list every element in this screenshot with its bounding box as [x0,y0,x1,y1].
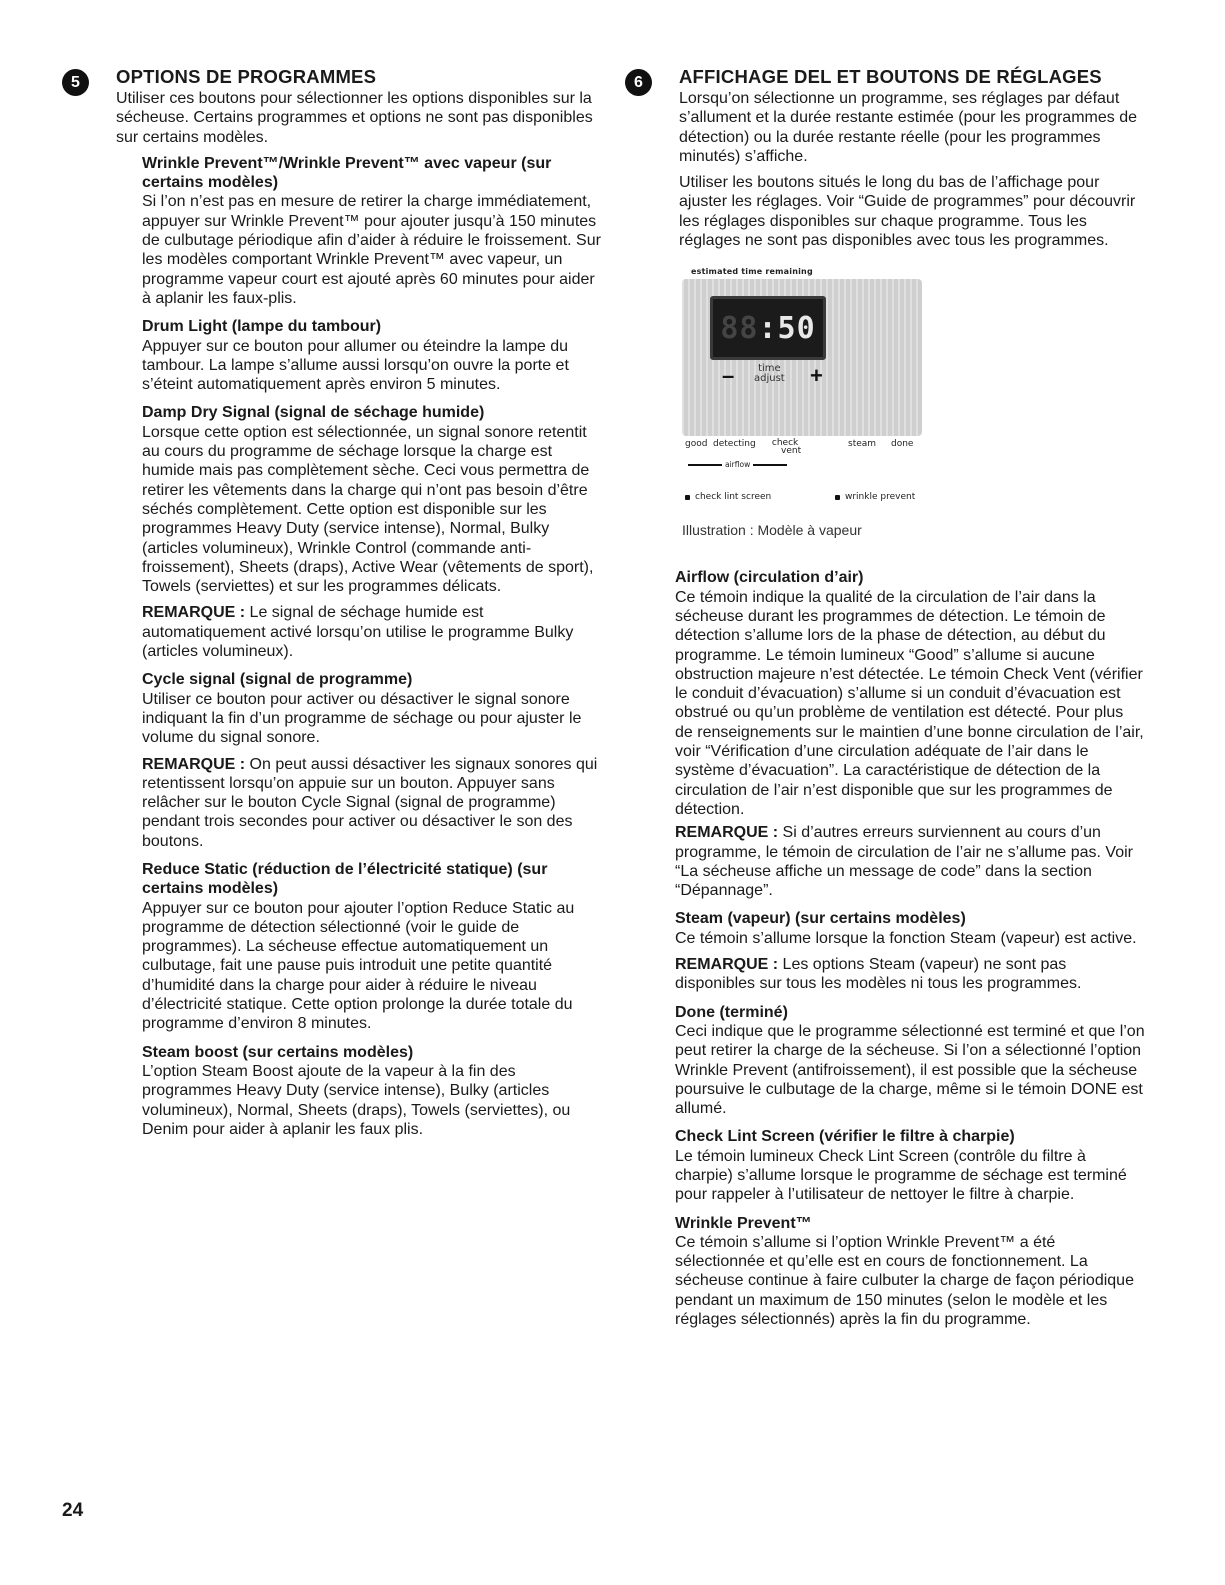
time-plus-button: + [810,363,823,389]
indicator-note [675,823,1145,900]
time-minus-button: – [722,363,735,389]
option-text: L’option Steam Boost ajoute de la vapeur à la fin des programmes Heavy Duty (service intense), Bulky (articles volumineux), Normal, Sheets (draps), Towels (serviettes), ou Denim pour aider à aplanir les faux plis. [142,1062,571,1138]
indicator-title: Steam (vapeur) (sur certains modèles) [675,910,966,928]
indicator-done [675,1003,1145,1119]
indicator-text: Le témoin lumineux Check Lint Screen (contrôle du filtre à charpie) s’allume lorsque le programme de séchage est terminé pour rappeler à l’utilisateur de nettoyer le filtre à charpie. [675,1147,1127,1204]
note-label: REMARQUE : [142,755,246,773]
option-title: Damp Dry Signal (signal de séchage humide) [142,404,485,422]
led-dot-icon [685,495,690,500]
indicator-airflow [675,568,1145,900]
option-wrinkle-prevent [142,154,602,308]
section-body [116,66,602,154]
status-good: good [685,439,708,450]
option-drum-light [142,317,602,394]
option-title: Steam boost (sur certains modèles) [142,1043,414,1061]
section-body [679,66,1145,557]
indicator-text: Ce témoin s’allume lorsque la fonction Steam (vapeur) est active. [675,929,1137,947]
note-text: Les options Steam (vapeur) ne sont pas disponibles sur tous les modèles ni tous les programmes. [675,956,1082,993]
section-header [62,66,602,154]
indicator-title: Done (terminé) [675,1003,788,1021]
lcd-digits [720,311,815,346]
led-label: wrinkle prevent [845,492,916,503]
page-number: 24 [62,1500,84,1521]
option-text: Appuyer sur ce bouton pour ajouter l’option Reduce Static au programme de détection sélectionné (voir le guide de programmes). La sécheuse effectue automatiquement un culbutage, fait une pause puis introduit une petite quantité d’humidité dans la charge pour aider à réduire le niveau d’électricité statique. Cette option prolonge la durée totale du programme d’environ 8 minutes. [142,899,575,1033]
indicator-note [675,955,1145,994]
led-dot-icon [835,495,840,500]
option-note [142,603,602,661]
note-label: REMARQUE : [142,604,246,622]
status-done: done [891,439,914,450]
time-adjust-line-2: adjust [754,373,785,385]
option-note [142,755,602,851]
status-steam: steam [848,439,877,450]
status-check-vent [769,439,801,455]
section-number-badge: 6 [625,69,652,96]
option-title: Cycle signal (signal de programme) [142,671,413,689]
time-adjust-label [754,364,785,384]
led-label: check lint screen [695,492,772,503]
section-intro: Utiliser ces boutons pour sélectionner les options disponibles sur la sécheuse. Certains programmes et options ne sont pas disponibles sur certains modèles. [116,90,593,146]
section-number-badge: 5 [62,69,89,96]
section-header [625,66,1145,557]
check-vent-line-1: check [771,438,799,449]
option-damp-dry-signal [142,403,602,661]
option-text: Si l’on n’est pas en mesure de retirer la charge immédiatement, appuyer sur Wrinkle Prevent™ pour ajouter jusqu’à 150 minutes de culbutage périodique afin d’aider à réduire le froissement. Sur les modèles comportant Wrinkle Prevent™ avec vapeur, un programme vapeur court est ajouté après 60 minutes pour aider à aplanir les faux-plis. [142,193,601,307]
option-steam-boost [142,1043,602,1139]
indicator-check-lint-screen [675,1127,1145,1204]
illustration-caption: Illustration : Modèle à vapeur [682,522,862,539]
note-label: REMARQUE : [675,824,779,842]
indicator-text: Ce témoin s’allume si l’option Wrinkle Prevent™ a été sélectionnée et qu’elle est en cours de fonctionnement. La sécheuse continue à faire culbuter la charge de façon périodique pendant un maximum de 150 minutes (selon le modèle et les réglages sélectionnés) après la fin du programme. [675,1233,1134,1329]
led-wrinkle-prevent [835,492,915,502]
section-paragraph-2: Utiliser les boutons situés le long du bas de l’affichage pour ajuster les réglages. Voir “Guide de programmes” pour découvrir les réglages disponibles sur chaque programme. Tous les réglages ne sont pas disponibles avec tous les programmes. [679,174,1136,250]
note-text: On peut aussi désactiver les signaux sonores qui retentissent lorsqu’on appuie sur un bouton. Appuyer sans relâcher sur le bouton Cycle Signal (signal de programme) pendant trois secondes pour activer ou désactiver le son des boutons. [142,755,598,850]
option-text: Utiliser ce bouton pour activer ou désactiver le signal sonore indiquant la fin d’un programme de séchage ou pour ajuster le volume du signal sonore. [142,690,582,747]
indicator-title: Wrinkle Prevent™ [675,1214,812,1232]
section-title: AFFICHAGE DEL ET BOUTONS DE RÉGLAGES [679,66,1102,87]
airflow-line-right [753,464,787,466]
check-vent-line-2: vent [781,446,802,457]
lcd-dim-digits: 88 [720,310,759,346]
time-adjust-line-1: time [758,363,781,375]
lcd-screen [710,296,826,360]
options-list [142,154,602,1139]
indicator-text: Ceci indique que le programme sélectionné est terminé et que l’on peut retirer la charge de la sécheuse. Si l’on a sélectionné l’option Wrinkle Prevent (antifroissement), il est possible que la sécheuse poursuive le culbutage de la charge, même si le témoin DONE est allumé. [675,1022,1145,1118]
indicator-title: Airflow (circulation d’air) [675,569,864,587]
indicator-text: Ce témoin indique la qualité de la circulation de l’air dans la sécheuse durant les programmes de détection. Le témoin de détection s’allume lors de la phase de détection, au début du programme. Le témoin lumineux “Good” s’allume si aucune obstruction majeure n’est détectée. Le témoin Check Vent (vérifier le conduit d’évacuation) s’allume si un conduit d’évacuation est obstrué ou qu’un problème de ventilation est détecté. Pour plus de renseignements sur le maintien d’une bonne circulation de l’air, voir “Vérification d’une circulation adéquate de l’air dans le système d’évacuation”. La caractéristique de détection de la circulation de l’air n’est disponible que sur les programmes de détection. [675,588,1144,818]
section-affichage-del [625,66,1145,1338]
lcd-lit-digits: :50 [758,310,816,346]
display-panel [682,279,922,436]
option-title: Wrinkle Prevent™/Wrinkle Prevent™ avec vapeur (sur certains modèles) [142,154,552,192]
indicator-title: Check Lint Screen (vérifier le filtre à charpie) [675,1128,1015,1146]
indicator-list [675,568,1145,1329]
section-paragraph-1: Lorsqu’on sélectionne un programme, ses réglages par défaut s’allument et la durée restante estimée (pour les programmes de détection) ou la durée restante réelle (pour les programmes minutés) s’affiche. [679,90,1137,165]
note-label: REMARQUE : [675,956,779,974]
led-check-lint-screen [685,492,771,502]
estimated-time-label: estimated time remaining [691,267,813,277]
section-options-de-programmes [62,66,602,1148]
option-text: Lorsque cette option est sélectionnée, un signal sonore retentit au cours du programme de séchage lorsque la charge est humide mais pas complètement sèche. Ceci vous permettra de retirer les vêtements dans la charge qui n’ont pas besoin d’être séchés complètement. Cette option est disponible sur les programmes Heavy Duty (service intense), Normal, Bulky (articles volumineux), Wrinkle Control (commande anti-froissement), Sheets (draps), Active Wear (vêtements de sport), Towels (serviettes) et sur les programmes délicats. [142,423,594,596]
airflow-line-left [688,464,722,466]
option-title: Reduce Static (réduction de l’électricité statique) (sur certains modèles) [142,860,548,898]
indicator-wrinkle-prevent [675,1214,1145,1330]
airflow-label: airflow [725,460,751,470]
option-reduce-static [142,860,602,1034]
airflow-indicator [685,460,790,469]
status-detecting: detecting [713,439,756,450]
option-cycle-signal [142,670,602,851]
option-text: Appuyer sur ce bouton pour allumer ou éteindre la lampe du tambour. La lampe s’allume aussi lorsqu’on ouvre la porte et s’éteint automatiquement après environ 5 minutes. [142,337,569,394]
option-title: Drum Light (lampe du tambour) [142,318,382,336]
indicator-steam [675,909,1145,993]
note-text: Si d’autres erreurs surviennent au cours d’un programme, le témoin de circulation de l’air ne s’allume pas. Voir “La sécheuse affiche un message de code” dans la section “Dépannage”. [675,824,1133,900]
note-text: Le signal de séchage humide est automatiquement activé lorsqu’on utilise le programme Bulky (articles volumineux). [142,604,574,661]
section-title: OPTIONS DE PROGRAMMES [116,66,377,87]
display-illustration [682,267,922,557]
